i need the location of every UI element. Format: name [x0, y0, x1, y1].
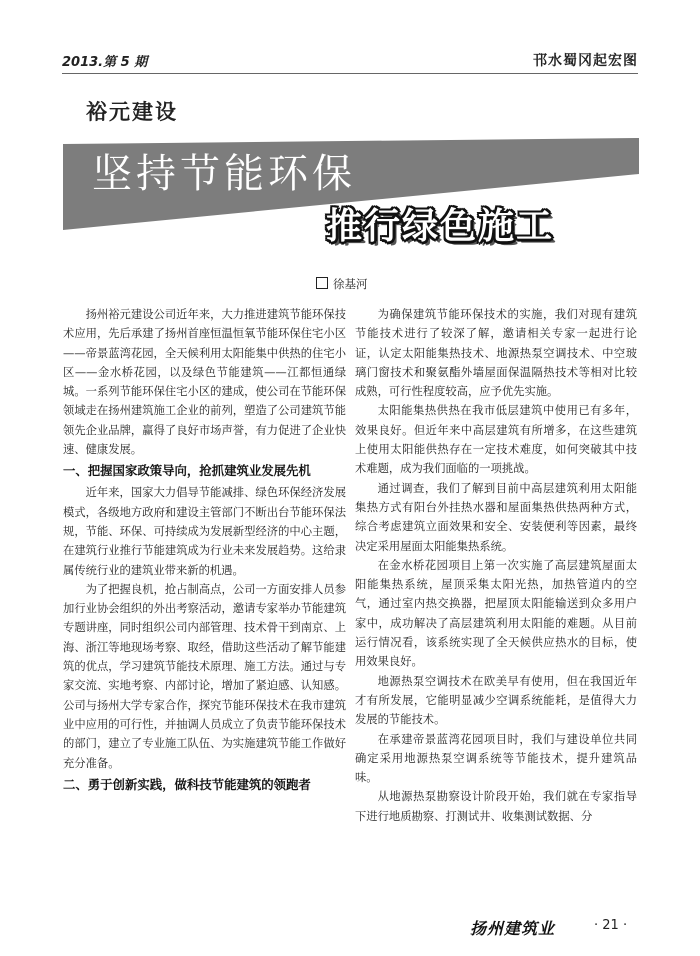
running-header: [62, 50, 638, 70]
body-paragraph: 近年来，国家大力倡导节能减排、绿色环保经济发展模式，各级地方政府和建设主管部门不断出台节能环保法规，节能、环保、可持续成为发展新型经济的中心主题，在建筑行业推行节能建筑成为行业未来发展趋势。这给隶属传统行业的建筑业带来新的机遇。: [63, 486, 346, 577]
body-paragraph: 通过调查，我们了解到目前中高层建筑利用太阳能集热方式有阳台外挂热水器和屋面集热供热两种方式，综合考虑建筑立面效果和安全、安装便利等因素，最终决定采用屋面太阳能集热系统。: [355, 481, 637, 553]
body-paragraph: 在承建帝景蓝湾花园项目时，我们与建设单位共同确定采用地源热泵空调系统等节能技术，提升建筑品味。: [355, 732, 637, 785]
body-paragraph: 从地源热泵勘察设计阶段开始，我们就在专家指导下进行地质勘察、打测试井、收集测试数据、分: [355, 790, 637, 823]
column-name: 邗水蜀冈起宏图: [533, 53, 638, 69]
body-paragraph: 为了把握良机，抢占制高点，公司一方面安排人员参加行业协会组织的外出考察活动，邀请专家举办节能建筑专题讲座，同时组织公司内部管理、技术骨干到南京、上海、浙江等地现场考察、取经，借助这些活动了解节能建筑的优点，学习建筑节能技术原理、施工方法。通过与专家交流、实地考察、内部讨论，增加了紧迫感、认知感。公司与扬州大学专家合作，探究节能环保技术在我市建筑业中应用的可行性，并抽调人员成立了负责节能环保技术的部门，建立了专业施工队伍、为实施建筑节能工作做好充分准备。: [63, 582, 346, 770]
body-paragraph: 为确保建筑节能环保技术的实施，我们对现有建筑节能技术进行了较深了解，邀请相关专家一起进行论证，认定太阳能集热技术、地源热泵空调技术、中空玻璃门窗技术和聚氨酯外墙屋面保温隔热技术等相对比较成熟，可行性程度较高，应予优先实施。: [355, 308, 637, 399]
title-line-1: 坚持节能环保: [92, 151, 356, 197]
byline: [316, 276, 368, 292]
body-paragraph: 太阳能集热供热在我市低层建筑中使用已有多年，效果良好。但近年来中高层建筑有所增多，在这些建筑上使用太阳能供热存在一定技术难度，如何突破其中技术难题，成为我们面临的一项挑战。: [355, 404, 637, 476]
magazine-logo: 扬州建筑业: [470, 919, 556, 938]
section-heading: 二、勇于创新实践，做科技节能建筑的领跑者: [63, 776, 311, 792]
body-paragraph: 扬州裕元建设公司近年来，大力推进建筑节能环保技术应用，先后承建了扬州首座恒温恒氧节能环保住宅小区——帝景蓝湾花园，全天候利用太阳能集中供热的住宅小区——金水桥花园，以及绿色节能建筑——江都恒通绿城。一系列节能环保住宅小区的建成，使公司在节能环保领域走在扬州建筑施工企业的前列，塑造了公司建筑节能领先企业品牌，赢得了良好市场声誉，有力促进了企业快速、健康发展。: [63, 308, 346, 457]
section-heading: 一、把握国家政策导向，抢抓建筑业发展先机: [63, 463, 311, 479]
page-number: · 21 ·: [594, 918, 628, 933]
title-line-2: 推行绿色施工: [326, 206, 555, 247]
page-footer: [470, 916, 642, 938]
author-name: 徐基河: [333, 277, 368, 291]
right-column: [355, 305, 637, 826]
body-paragraph: 地源热泵空调技术在欧美早有使用，但在我国近年才有所发展，它能明显减少空调系统能耗，是值得大力发展的节能技术。: [355, 674, 637, 727]
byline-box-icon: [316, 277, 328, 289]
company-name: 裕元建设: [86, 100, 178, 124]
body-paragraph: 在金水桥花园项目上第一次实施了高层建筑屋面太阳能集热系统，屋顶采集太阳光热，加热管道内的空气，通过室内热交换器，把屋顶太阳能输送到众多用户家中，成功解决了高层建筑利用太阳能的难题。从目前运行情况看，该系统实现了全天候供应热水的目标，使用效果良好。: [355, 558, 637, 669]
issue-label: 2013.第 5 期: [62, 55, 148, 70]
header-rule: [62, 73, 638, 74]
left-column: [63, 305, 346, 797]
